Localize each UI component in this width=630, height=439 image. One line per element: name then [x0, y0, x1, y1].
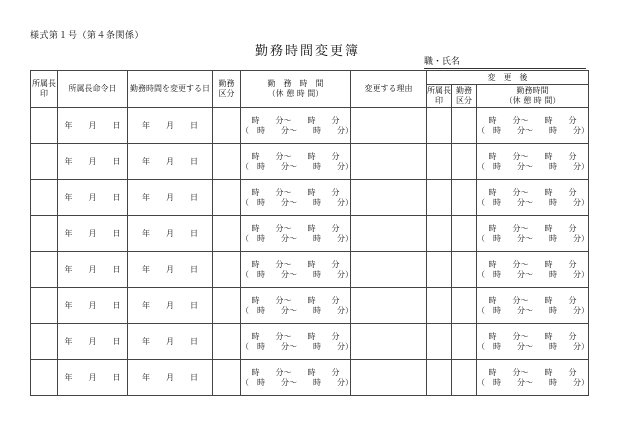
cell-text: 時 分〜 時 分	[251, 187, 340, 197]
after-time-cell[interactable]	[477, 288, 589, 324]
work-class-cell[interactable]	[213, 180, 241, 216]
cell-text: （ 時 分〜 時 分）	[241, 197, 353, 207]
table-row	[31, 288, 589, 324]
cell-text: 時 分〜 時 分	[488, 115, 577, 125]
work-class-cell[interactable]	[213, 144, 241, 180]
after-time-cell[interactable]	[477, 252, 589, 288]
header-line: 区分	[218, 89, 235, 98]
supervisor-seal-cell[interactable]	[31, 288, 58, 324]
after-time-cell[interactable]	[477, 108, 589, 144]
table-row	[31, 108, 589, 144]
supervisor-seal-cell[interactable]	[31, 252, 58, 288]
cell-text: 時 分〜 時 分	[251, 367, 340, 377]
work-class-cell[interactable]	[213, 360, 241, 396]
supervisor-seal-cell[interactable]	[31, 108, 58, 144]
supervisor-seal-cell[interactable]	[31, 180, 58, 216]
cell-text: 時 分〜 時 分	[251, 115, 340, 125]
cell-text: （ 時 分〜 時 分）	[477, 125, 589, 135]
header-line: 所属長	[32, 79, 56, 88]
header-supervisor-seal	[31, 71, 58, 108]
header-reason: 変更する理由	[351, 71, 427, 108]
after-class-cell[interactable]	[452, 216, 477, 252]
cell-text: （ 時 分〜 時 分）	[477, 377, 589, 387]
cell-text: 時 分〜 時 分	[488, 259, 577, 269]
after-seal-cell[interactable]	[427, 252, 452, 288]
after-time-cell[interactable]	[477, 324, 589, 360]
header-line: （休 憩 時 間）	[267, 89, 324, 98]
header-line: 勤務	[218, 79, 235, 88]
order-date-cell[interactable]	[58, 108, 128, 144]
cell-text: 時 分〜 時 分	[488, 331, 577, 341]
cell-text: 年 月 日	[142, 264, 198, 274]
header-line: 所属長	[427, 86, 451, 95]
after-seal-cell[interactable]	[427, 108, 452, 144]
after-seal-cell[interactable]	[427, 144, 452, 180]
after-class-cell[interactable]	[452, 180, 477, 216]
cell-text: （ 時 分〜 時 分）	[241, 305, 353, 315]
cell-text: （ 時 分〜 時 分）	[477, 305, 589, 315]
header-after: 変 更 後	[427, 71, 589, 85]
cell-text: （ 時 分〜 時 分）	[477, 269, 589, 279]
cell-text: 時 分〜 時 分	[488, 223, 577, 233]
work-class-cell[interactable]	[213, 288, 241, 324]
table-row	[31, 216, 589, 252]
after-time-cell[interactable]	[477, 360, 589, 396]
cell-text: （ 時 分〜 時 分）	[241, 341, 353, 351]
header-line: 印	[435, 96, 443, 105]
cell-text: 年 月 日	[142, 300, 198, 310]
cell-text: 年 月 日	[64, 264, 121, 274]
cell-text: 時 分〜 時 分	[251, 223, 340, 233]
reason-cell[interactable]	[351, 108, 427, 144]
cell-text: 年 月 日	[64, 156, 121, 166]
after-time-cell[interactable]	[477, 144, 589, 180]
supervisor-seal-cell[interactable]	[31, 360, 58, 396]
cell-text: 年 月 日	[142, 120, 198, 130]
after-class-cell[interactable]	[452, 108, 477, 144]
cell-text: （ 時 分〜 時 分）	[477, 197, 589, 207]
change-date-cell[interactable]	[128, 144, 213, 180]
cell-text: 年 月 日	[142, 336, 198, 346]
supervisor-seal-cell[interactable]	[31, 216, 58, 252]
cell-text: 年 月 日	[64, 372, 121, 382]
cell-text: 時 分〜 時 分	[488, 151, 577, 161]
work-time-cell[interactable]	[241, 216, 351, 252]
table-row	[31, 324, 589, 360]
name-label: 職・氏名	[424, 57, 461, 67]
form-title: 勤務時間変更簿	[255, 44, 361, 59]
after-class-cell[interactable]	[452, 360, 477, 396]
work-class-cell[interactable]	[213, 108, 241, 144]
header-line: 勤 務 時 間	[267, 79, 324, 88]
header-line: 区分	[456, 96, 472, 105]
order-date-cell[interactable]	[58, 288, 128, 324]
reason-cell[interactable]	[351, 324, 427, 360]
change-date-cell[interactable]	[128, 216, 213, 252]
cell-text: 時 分〜 時 分	[488, 187, 577, 197]
change-date-cell[interactable]	[128, 252, 213, 288]
after-seal-cell[interactable]	[427, 180, 452, 216]
cell-text: 年 月 日	[142, 228, 198, 238]
after-seal-cell[interactable]	[427, 288, 452, 324]
cell-text: （ 時 分〜 時 分）	[477, 233, 589, 243]
after-time-cell[interactable]	[477, 180, 589, 216]
after-class-cell[interactable]	[452, 288, 477, 324]
header-work-time	[241, 71, 351, 108]
work-time-cell[interactable]	[241, 252, 351, 288]
work-class-cell[interactable]	[213, 324, 241, 360]
change-log-table	[30, 70, 589, 396]
cell-text: 年 月 日	[142, 372, 198, 382]
work-time-cell[interactable]	[241, 180, 351, 216]
cell-text: 年 月 日	[64, 300, 121, 310]
table-row	[31, 180, 589, 216]
header-after-seal	[427, 85, 452, 108]
order-date-cell[interactable]	[58, 144, 128, 180]
header-line: 勤務時間	[516, 86, 549, 95]
work-time-cell[interactable]	[241, 288, 351, 324]
reason-cell[interactable]	[351, 216, 427, 252]
reason-cell[interactable]	[351, 180, 427, 216]
cell-text: （ 時 分〜 時 分）	[241, 125, 353, 135]
cell-text: 年 月 日	[64, 336, 121, 346]
cell-text: （ 時 分〜 時 分）	[477, 341, 589, 351]
order-date-cell[interactable]	[58, 252, 128, 288]
form-identifier: 様式第１号（第４条関係）	[30, 31, 145, 41]
supervisor-seal-cell[interactable]	[31, 144, 58, 180]
cell-text: （ 時 分〜 時 分）	[241, 377, 353, 387]
cell-text: （ 時 分〜 時 分）	[241, 233, 353, 243]
work-time-cell[interactable]	[241, 324, 351, 360]
after-class-cell[interactable]	[452, 252, 477, 288]
cell-text: 時 分〜 時 分	[251, 295, 340, 305]
after-seal-cell[interactable]	[427, 324, 452, 360]
work-time-cell[interactable]	[241, 360, 351, 396]
cell-text: 年 月 日	[64, 228, 121, 238]
order-date-cell[interactable]	[58, 180, 128, 216]
reason-cell[interactable]	[351, 144, 427, 180]
table-body	[31, 108, 589, 396]
cell-text: 年 月 日	[64, 192, 121, 202]
change-date-cell[interactable]	[128, 288, 213, 324]
work-class-cell[interactable]	[213, 216, 241, 252]
header-line: （休 憩 時 間）	[504, 96, 561, 105]
cell-text: （ 時 分〜 時 分）	[477, 161, 589, 171]
header-line: 印	[40, 89, 48, 98]
header-after-time	[477, 85, 589, 108]
after-time-cell[interactable]	[477, 216, 589, 252]
change-date-cell[interactable]	[128, 360, 213, 396]
header-after-class	[452, 85, 477, 108]
after-seal-cell[interactable]	[427, 216, 452, 252]
table-row	[31, 360, 589, 396]
change-date-cell[interactable]	[128, 324, 213, 360]
cell-text: 年 月 日	[142, 192, 198, 202]
table-row	[31, 144, 589, 180]
name-field[interactable]	[424, 54, 586, 69]
cell-text: 時 分〜 時 分	[488, 367, 577, 377]
header-change-date: 勤務時間を変更する日	[128, 71, 213, 108]
cell-text: （ 時 分〜 時 分）	[241, 161, 353, 171]
reason-cell[interactable]	[351, 360, 427, 396]
header-order-date: 所属長命令日	[58, 71, 128, 108]
supervisor-seal-cell[interactable]	[31, 324, 58, 360]
cell-text: 時 分〜 時 分	[251, 151, 340, 161]
order-date-cell[interactable]	[58, 324, 128, 360]
header-line: 勤務	[456, 86, 472, 95]
cell-text: 時 分〜 時 分	[251, 331, 340, 341]
cell-text: 時 分〜 時 分	[251, 259, 340, 269]
order-date-cell[interactable]	[58, 360, 128, 396]
after-class-cell[interactable]	[452, 324, 477, 360]
order-date-cell[interactable]	[58, 216, 128, 252]
work-time-cell[interactable]	[241, 144, 351, 180]
cell-text: 年 月 日	[64, 120, 121, 130]
change-date-cell[interactable]	[128, 180, 213, 216]
after-class-cell[interactable]	[452, 144, 477, 180]
reason-cell[interactable]	[351, 288, 427, 324]
work-time-cell[interactable]	[241, 108, 351, 144]
after-seal-cell[interactable]	[427, 360, 452, 396]
reason-cell[interactable]	[351, 252, 427, 288]
cell-text: （ 時 分〜 時 分）	[241, 269, 353, 279]
change-date-cell[interactable]	[128, 108, 213, 144]
cell-text: 時 分〜 時 分	[488, 295, 577, 305]
cell-text: 年 月 日	[142, 156, 198, 166]
table-row	[31, 252, 589, 288]
header-work-class	[213, 71, 241, 108]
work-class-cell[interactable]	[213, 252, 241, 288]
